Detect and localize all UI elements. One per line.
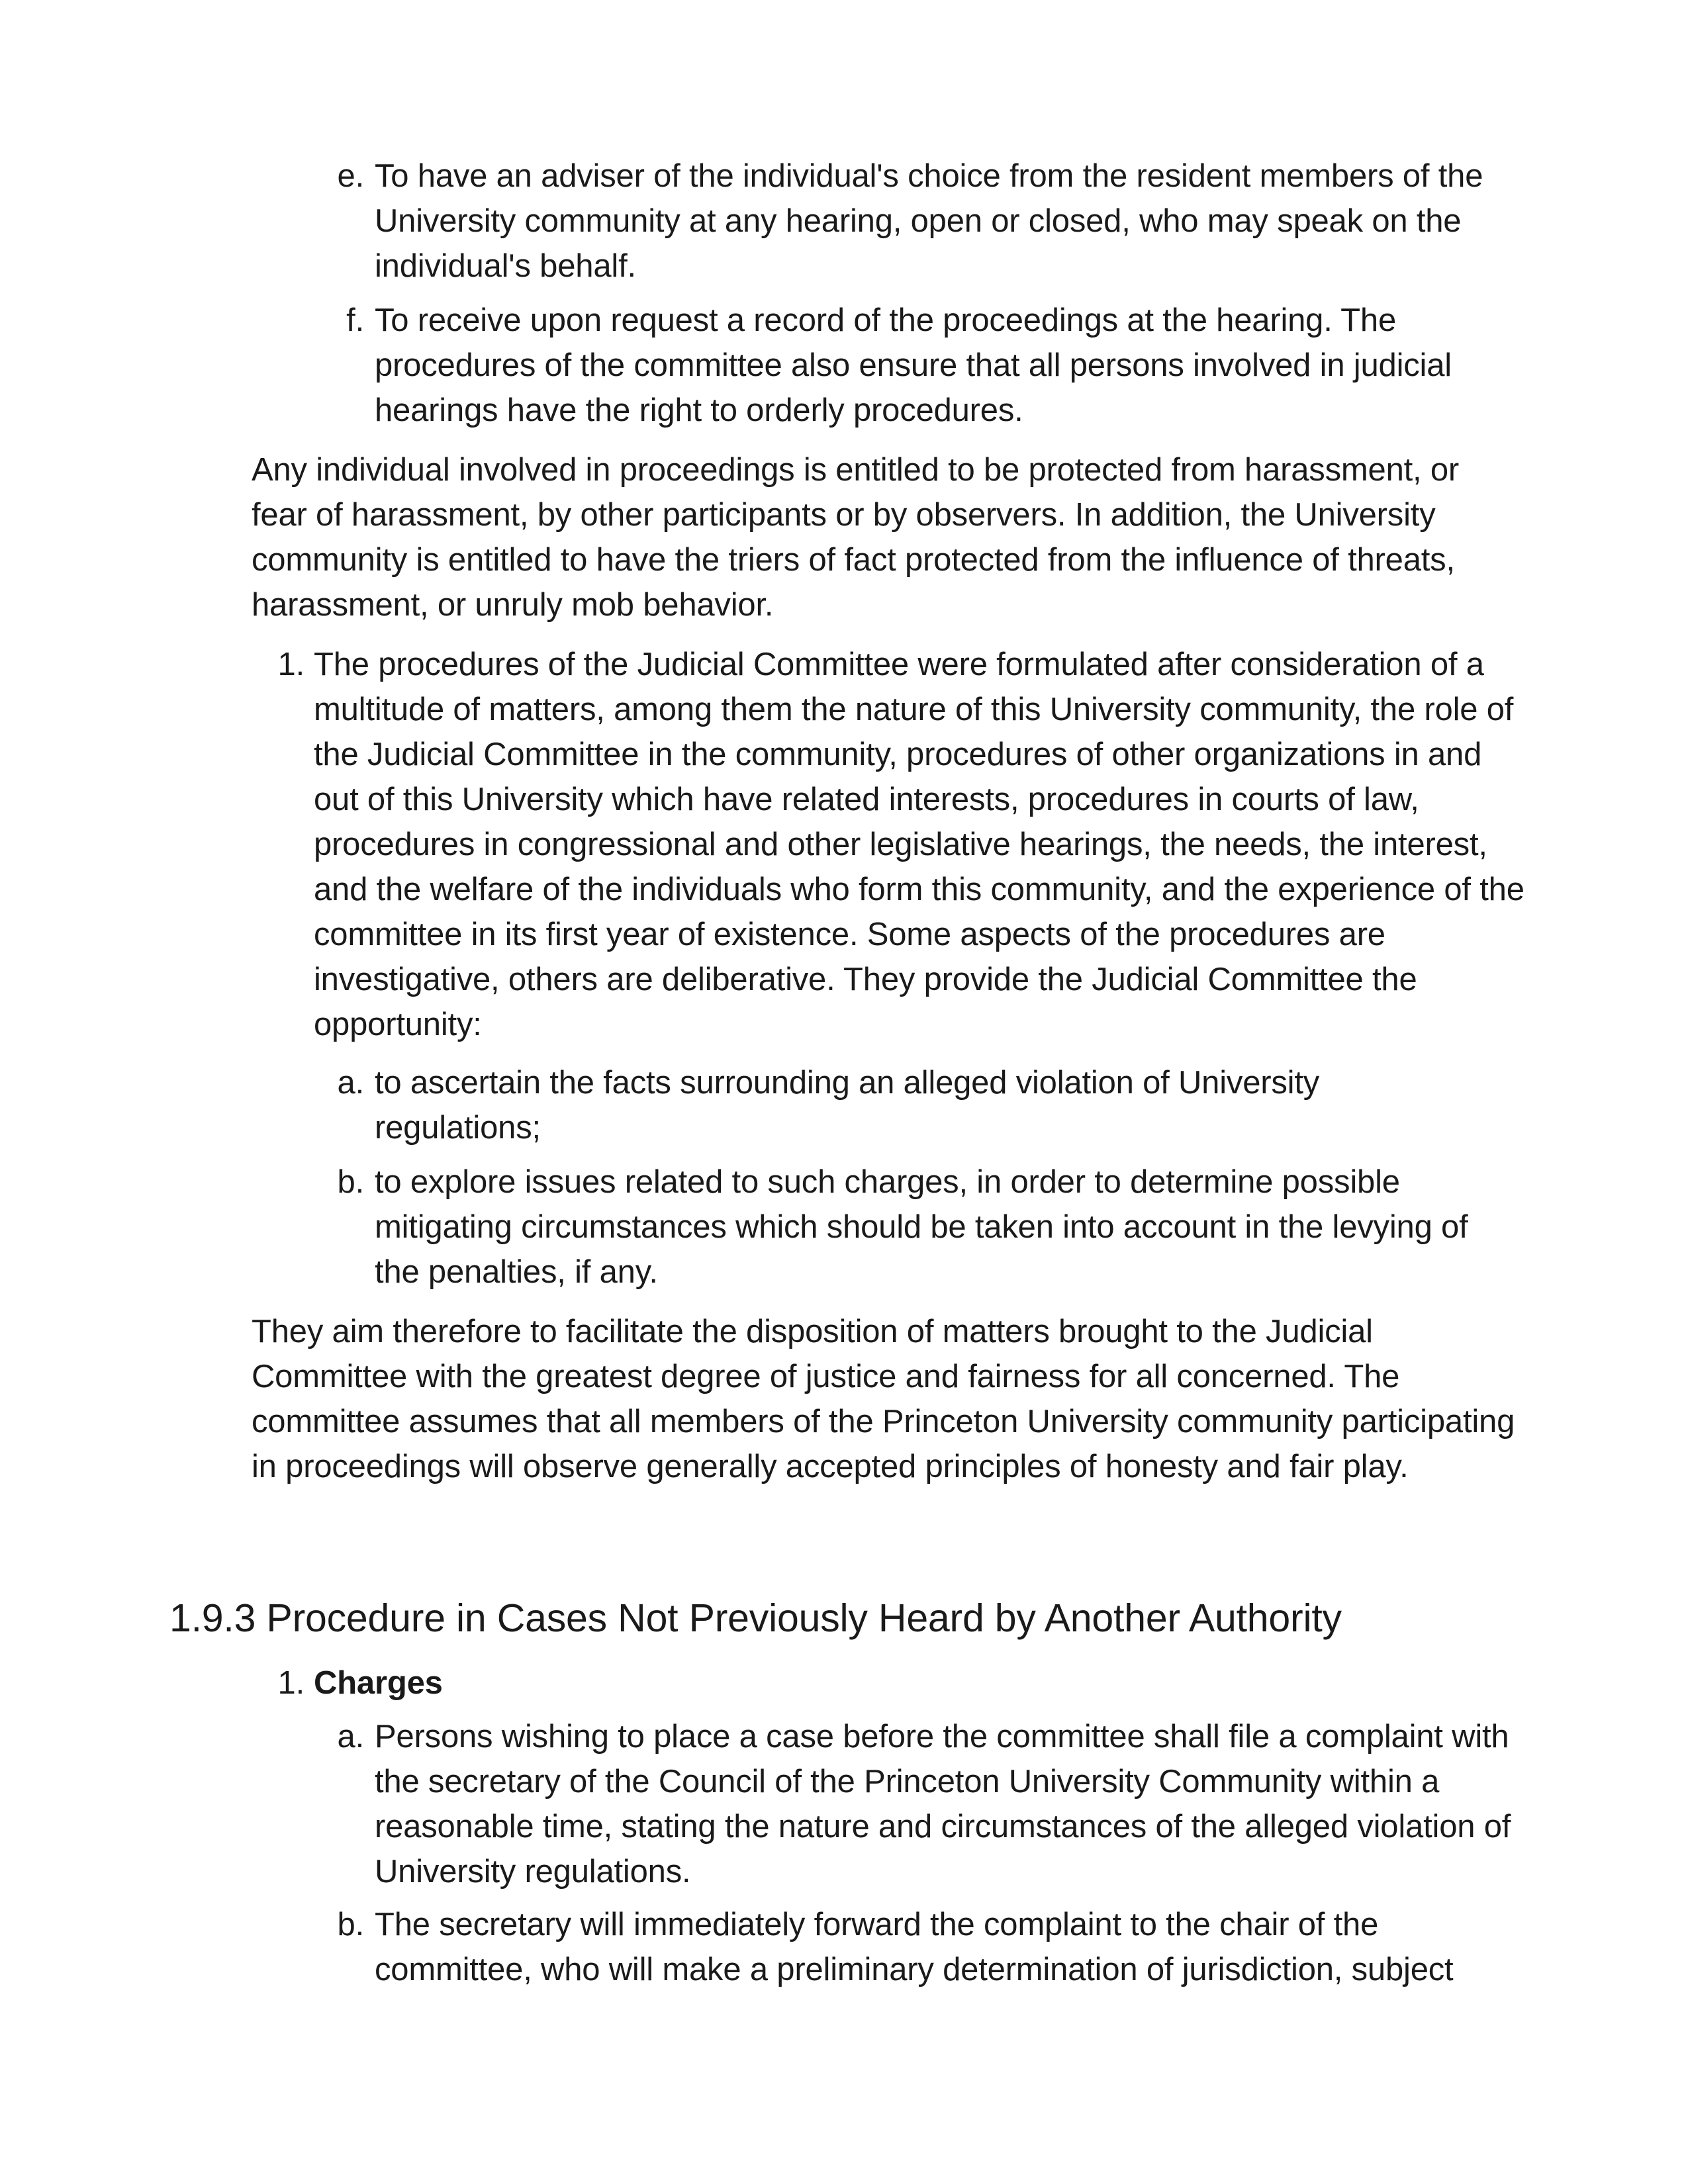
list-marker: b. [337, 1907, 364, 1942]
list-marker: 1. [277, 647, 305, 682]
list-marker: f. [346, 302, 364, 338]
list-item: The secretary will immediately forward the complaint to the chair of the committee, who will make a preliminary determination of jurisdiction, subject [375, 1907, 1454, 1987]
list-marker: a. [337, 1719, 364, 1754]
list-item: Persons wishing to place a case before the committee shall file a complaint with the secretary of the Council of the Princeton University Community within a reasonable time, stating the nature and circumstances of the alleged violation of University regulations. [375, 1719, 1511, 1889]
charges-label: Charges [314, 1665, 443, 1701]
list-item: to explore issues related to such charges, in order to determine possible mitigating circumstances which should be taken into account in the levying of the penalties, if any. [375, 1164, 1468, 1290]
list-marker: 1. [277, 1665, 305, 1701]
list-marker: e. [337, 158, 364, 194]
section-heading: 1.9.3 Procedure in Cases Not Previously Heard by Another Authority [169, 1596, 1342, 1640]
list-item: The procedures of the Judicial Committee were formulated after consideration of a multitude of matters, among them the nature of this University community, the role of the Judicial Committee in the community, procedures of other organizations in and out of this University which have related interests, procedures in courts of law, procedures in congressional and other legislative hearings, the needs, the interest, and the welfare of the individuals who form this community, and the experience of the committee in its first year of existence. Some aspects of the procedures are investigative, others are deliberative. They provide the Judicial Committee the opportunity: [314, 647, 1524, 1042]
paragraph-aim: They aim therefore to facilitate the disposition of matters brought to the Judicial Committee with the greatest degree of justice and fairness for all concerned. The committee assumes that all members of the Princeton University community participating in proceedings will observe generally accepted principles of honesty and fair play. [252, 1314, 1515, 1484]
list-marker: b. [337, 1164, 364, 1200]
paragraph-harassment: Any individual involved in proceedings is entitled to be protected from harassment, or fear of harassment, by other participants or by observers. In addition, the University community is entitled to have the triers of fact protected from the influence of threats, harassment, or unruly mob behavior. [252, 452, 1460, 623]
list-item: To have an adviser of the individual's choice from the resident members of the University community at any hearing, open or closed, who may speak on the individual's behalf. [375, 158, 1483, 284]
list-marker: a. [337, 1065, 364, 1101]
list-item: to ascertain the facts surrounding an alleged violation of University regulations; [375, 1065, 1320, 1146]
list-item: To receive upon request a record of the proceedings at the hearing. The procedures of the committee also ensure that all persons involved in judicial hearings have the right to orderly procedures. [375, 302, 1452, 428]
